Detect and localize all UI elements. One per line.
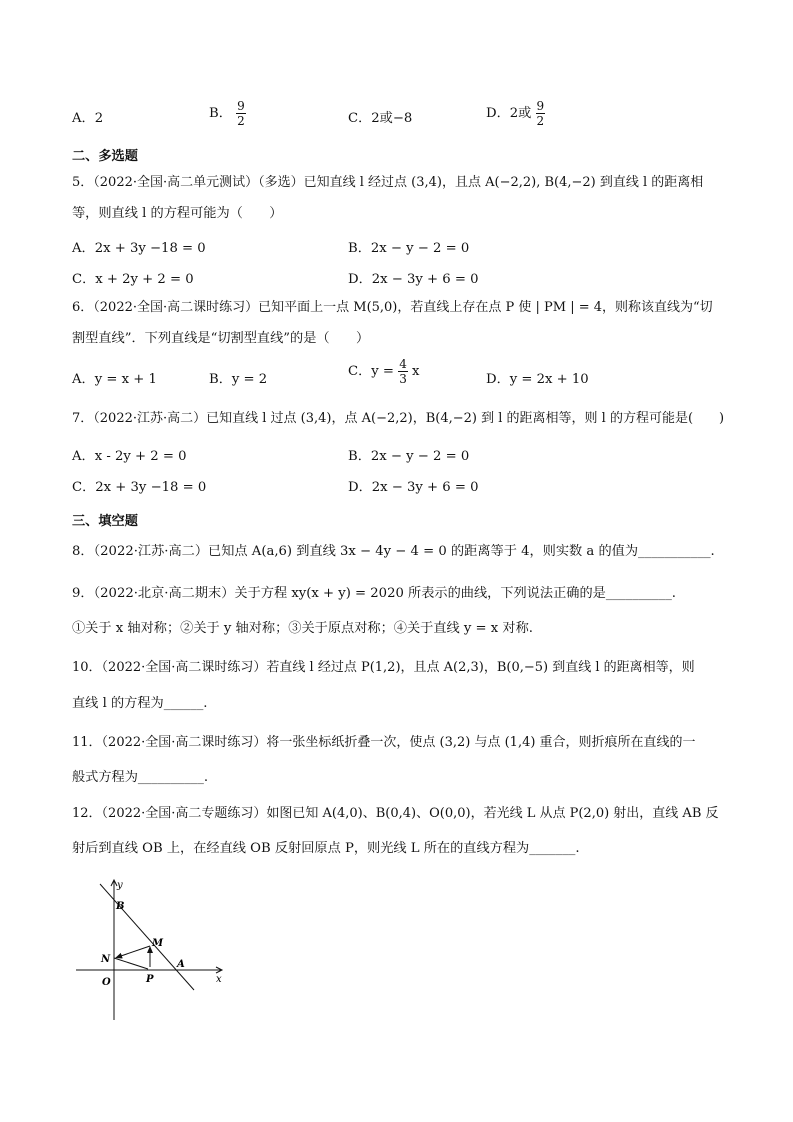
q7-line1: 7．（2022·江苏·高二）已知直线 l 过点 (3,4)，点 A(−2,2)，B(4,−2) 到 l 的距离相等，则 l 的方程可能是( ) bbox=[72, 411, 725, 426]
reflection-diagram bbox=[70, 872, 240, 1024]
q12-line2: 射后到直线 OB 上，在经直线 OB 反射回原点 P，则光线 L 所在的直线方程为_______. bbox=[72, 841, 580, 856]
q11-line1: 11．（2022·全国·高二课时练习）将一张坐标纸折叠一次，使点 (3,2) 与点 (1,4) 重合，则折痕所在直线的一 bbox=[72, 735, 696, 750]
q4-option-b-prefix: B． bbox=[209, 106, 232, 121]
label-n: N bbox=[101, 954, 111, 965]
q6-option-d: D．y = 2x + 10 bbox=[486, 372, 589, 387]
q6-line1: 6．（2022·全国·高二课时练习）已知平面上一点 M(5,0)，若直线上存在点 P 使 | PM | = 4，则称该直线为“切 bbox=[72, 300, 713, 315]
label-o: O bbox=[102, 977, 111, 988]
ray-m-to-n bbox=[118, 946, 150, 957]
section-multi-choice-title: 二、多选题 bbox=[72, 149, 138, 164]
q7-option-b: B．2x − y − 2 = 0 bbox=[348, 449, 470, 464]
q10-line1: 10．（2022·全国·高二课时练习）若直线 l 经过点 P(1,2)，且点 A(2,3)，B(0,−5) 到直线 l 的距离相等，则 bbox=[72, 660, 695, 675]
q6-option-a: A．y = x + 1 bbox=[72, 372, 157, 387]
ray-n-to-p bbox=[114, 958, 148, 969]
fraction-denominator: 2 bbox=[237, 114, 245, 128]
label-y: y bbox=[117, 880, 123, 891]
q7-option-d: D．2x − 3y + 6 = 0 bbox=[348, 480, 479, 495]
q4-option-d-fraction bbox=[536, 100, 546, 127]
label-x: x bbox=[216, 974, 222, 985]
q6-option-c-fraction bbox=[398, 358, 408, 385]
q4-option-b bbox=[209, 100, 246, 127]
q8-line1: 8．（2022·江苏·高二）已知点 A(a,6) 到直线 3x − 4y − 4 = 0 的距离等于 4，则实数 a 的值为___________. bbox=[72, 544, 715, 559]
label-a: A bbox=[177, 959, 185, 970]
q6-option-c-suffix: x bbox=[412, 364, 420, 379]
fraction-numerator: 9 bbox=[536, 99, 545, 113]
q5-option-d: D．2x − 3y + 6 = 0 bbox=[348, 272, 479, 287]
fraction-numerator: 9 bbox=[237, 99, 245, 113]
q6-option-c bbox=[348, 358, 419, 385]
q7-option-a: A．x - 2y + 2 = 0 bbox=[72, 449, 187, 464]
fraction-numerator: 4 bbox=[399, 357, 407, 371]
q4-option-c: C．2或−8 bbox=[348, 111, 413, 126]
q6-line2: 割型直线”．下列直线是“切割型直线”的是（ ） bbox=[72, 331, 370, 346]
label-p: P bbox=[146, 974, 154, 985]
label-b: B bbox=[116, 901, 125, 912]
q6-option-c-prefix: C．y = bbox=[348, 364, 394, 379]
q4-option-d bbox=[486, 100, 545, 127]
q10-line2: 直线 l 的方程为______. bbox=[72, 696, 208, 711]
q4-option-d-prefix: D．2或 bbox=[486, 106, 532, 121]
q9-line1: 9．（2022·北京·高二期末）关于方程 xy(x + y) = 2020 所表示的曲线，下列说法正确的是__________. bbox=[72, 586, 676, 601]
q6-option-b: B．y = 2 bbox=[209, 372, 268, 387]
section-fill-blank-title: 三、填空题 bbox=[72, 514, 138, 529]
q5-line2: 等，则直线 l 的方程可能为（ ） bbox=[72, 206, 283, 221]
q12-line1: 12．（2022·全国·高二专题练习）如图已知 A(4,0)、B(0,4)、O(0,0)，若光线 L 从点 P(2,0) 射出，直线 AB 反 bbox=[72, 806, 719, 821]
q9-line2: ①关于 x 轴对称；②关于 y 轴对称；③关于原点对称；④关于直线 y = x 对称. bbox=[72, 621, 533, 636]
q5-option-c: C．x + 2y + 2 = 0 bbox=[72, 272, 194, 287]
q5-line1: 5．（2022·全国·高二单元测试）（多选）已知直线 l 经过点 (3,4)，且点 A(−2,2), B(4,−2) 到直线 l 的距离相 bbox=[72, 175, 704, 190]
q7-option-c: C．2x + 3y −18 = 0 bbox=[72, 480, 207, 495]
q5-option-a: A．2x + 3y −18 = 0 bbox=[72, 241, 206, 256]
q11-line2: 般式方程为__________. bbox=[72, 770, 209, 785]
fraction-denominator: 2 bbox=[536, 114, 545, 128]
label-m: M bbox=[152, 938, 164, 949]
q5-option-b: B．2x − y − 2 = 0 bbox=[348, 241, 470, 256]
q4-option-a: A．2 bbox=[72, 111, 104, 126]
q4-option-b-fraction bbox=[236, 100, 246, 127]
fraction-denominator: 3 bbox=[399, 372, 407, 386]
